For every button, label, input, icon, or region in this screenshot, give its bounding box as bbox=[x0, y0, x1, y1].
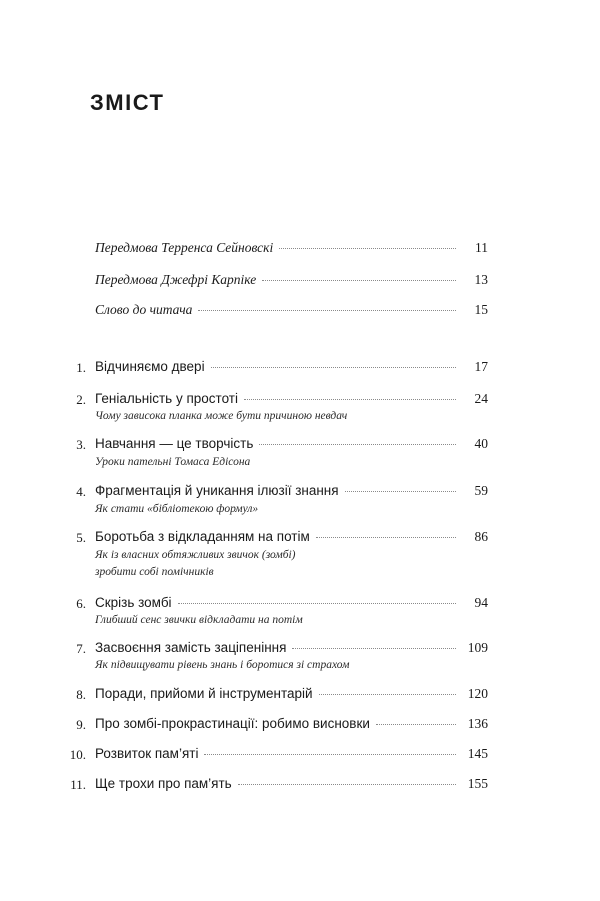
dot-leader bbox=[238, 783, 456, 785]
entry-page: 94 bbox=[474, 595, 488, 610]
dot-leader bbox=[259, 443, 456, 445]
entry-page: 11 bbox=[475, 240, 488, 255]
dot-leader bbox=[376, 723, 456, 725]
entry-title: Поради, прийоми й інструментарій bbox=[95, 686, 313, 701]
chapter-subtitle: Як підвищувати рівень знань і боротися зі страхом bbox=[95, 659, 350, 671]
entry-page: 24 bbox=[474, 391, 488, 406]
toc-entry-chapter-9[interactable] bbox=[64, 714, 488, 734]
toc-entry-chapter-4[interactable] bbox=[64, 481, 488, 501]
entry-title: Передмова Терренса Сейновскі bbox=[95, 240, 274, 255]
entry-page: 13 bbox=[474, 272, 488, 287]
toc-entry-chapter-1[interactable] bbox=[64, 357, 488, 377]
entry-title: Геніальність у простоті bbox=[95, 391, 238, 406]
chapter-number: 3. bbox=[76, 437, 86, 452]
chapter-number: 4. bbox=[76, 484, 86, 499]
toc-entry-foreword-3[interactable] bbox=[64, 300, 488, 320]
chapter-subtitle: Глибший сенс звички відкладати на потім bbox=[95, 614, 303, 626]
entry-title: Боротьба з відкладанням на потім bbox=[95, 529, 310, 544]
toc-entry-chapter-2[interactable] bbox=[64, 389, 488, 409]
chapter-number: 11. bbox=[70, 777, 86, 792]
entry-title: Про зомбі-прокрастинації: робимо висновки bbox=[95, 716, 370, 731]
entry-title: Навчання — це творчість bbox=[95, 436, 254, 451]
entry-title: Слово до читача bbox=[95, 302, 193, 317]
chapter-subtitle: Чому зависока планка може бути причиною невдач bbox=[95, 410, 348, 422]
chapter-number: 7. bbox=[76, 641, 86, 656]
dot-leader bbox=[292, 647, 456, 649]
dot-leader bbox=[316, 536, 456, 538]
entry-page: 145 bbox=[467, 746, 488, 761]
dot-leader bbox=[198, 309, 456, 311]
chapter-number: 10. bbox=[69, 747, 86, 762]
entry-page: 59 bbox=[474, 483, 488, 498]
page-title: ЗМІСТ bbox=[90, 90, 165, 115]
toc-entry-chapter-6[interactable] bbox=[64, 593, 488, 613]
entry-title: Передмова Джефрі Карпіке bbox=[95, 272, 257, 287]
toc-entry-chapter-7[interactable] bbox=[64, 638, 488, 658]
toc-entry-chapter-5[interactable] bbox=[64, 527, 488, 547]
entry-title: Ще трохи про пам’ять bbox=[95, 776, 232, 791]
chapter-subtitle: Як стати «бібліотекою формул» bbox=[95, 503, 259, 515]
chapter-subtitle: зробити собі помічників bbox=[95, 566, 214, 578]
dot-leader bbox=[262, 279, 456, 281]
toc-entry-chapter-8[interactable] bbox=[64, 684, 488, 704]
chapter-number: 9. bbox=[76, 717, 86, 732]
entry-page: 155 bbox=[467, 776, 488, 791]
dot-leader bbox=[204, 753, 456, 755]
entry-title: Фрагментація й уникання ілюзії знання bbox=[95, 483, 339, 498]
toc-entry-foreword-2[interactable] bbox=[64, 270, 488, 290]
entry-page: 120 bbox=[467, 686, 488, 701]
entry-title: Скрізь зомбі bbox=[95, 595, 172, 610]
chapter-subtitle: Уроки пательні Томаса Едісона bbox=[95, 456, 251, 468]
chapter-subtitle: Як із власних обтяжливих звичок (зомбі) bbox=[95, 549, 296, 561]
toc-entry-chapter-3[interactable] bbox=[64, 434, 488, 454]
toc-entry-foreword-1[interactable] bbox=[64, 238, 488, 258]
entry-page: 136 bbox=[467, 716, 488, 731]
dot-leader bbox=[279, 247, 456, 249]
entry-page: 86 bbox=[474, 529, 488, 544]
dot-leader bbox=[319, 693, 456, 695]
dot-leader bbox=[211, 366, 456, 368]
chapter-number: 1. bbox=[76, 360, 86, 375]
toc-entry-chapter-11[interactable] bbox=[64, 774, 488, 794]
dot-leader bbox=[244, 398, 456, 400]
entry-page: 40 bbox=[474, 436, 488, 451]
entry-title: Відчиняємо двері bbox=[95, 359, 205, 374]
entry-page: 109 bbox=[467, 640, 488, 655]
chapter-number: 2. bbox=[76, 392, 86, 407]
dot-leader bbox=[178, 602, 456, 604]
entry-title: Засвоєння замість заціпеніння bbox=[95, 640, 287, 655]
toc-entry-chapter-10[interactable] bbox=[64, 744, 488, 764]
dot-leader bbox=[345, 490, 456, 492]
chapter-number: 5. bbox=[76, 530, 86, 545]
entry-page: 17 bbox=[474, 359, 488, 374]
chapter-number: 6. bbox=[76, 596, 86, 611]
entry-title: Розвиток пам’яті bbox=[95, 746, 199, 761]
chapter-number: 8. bbox=[76, 687, 86, 702]
entry-page: 15 bbox=[474, 302, 488, 317]
